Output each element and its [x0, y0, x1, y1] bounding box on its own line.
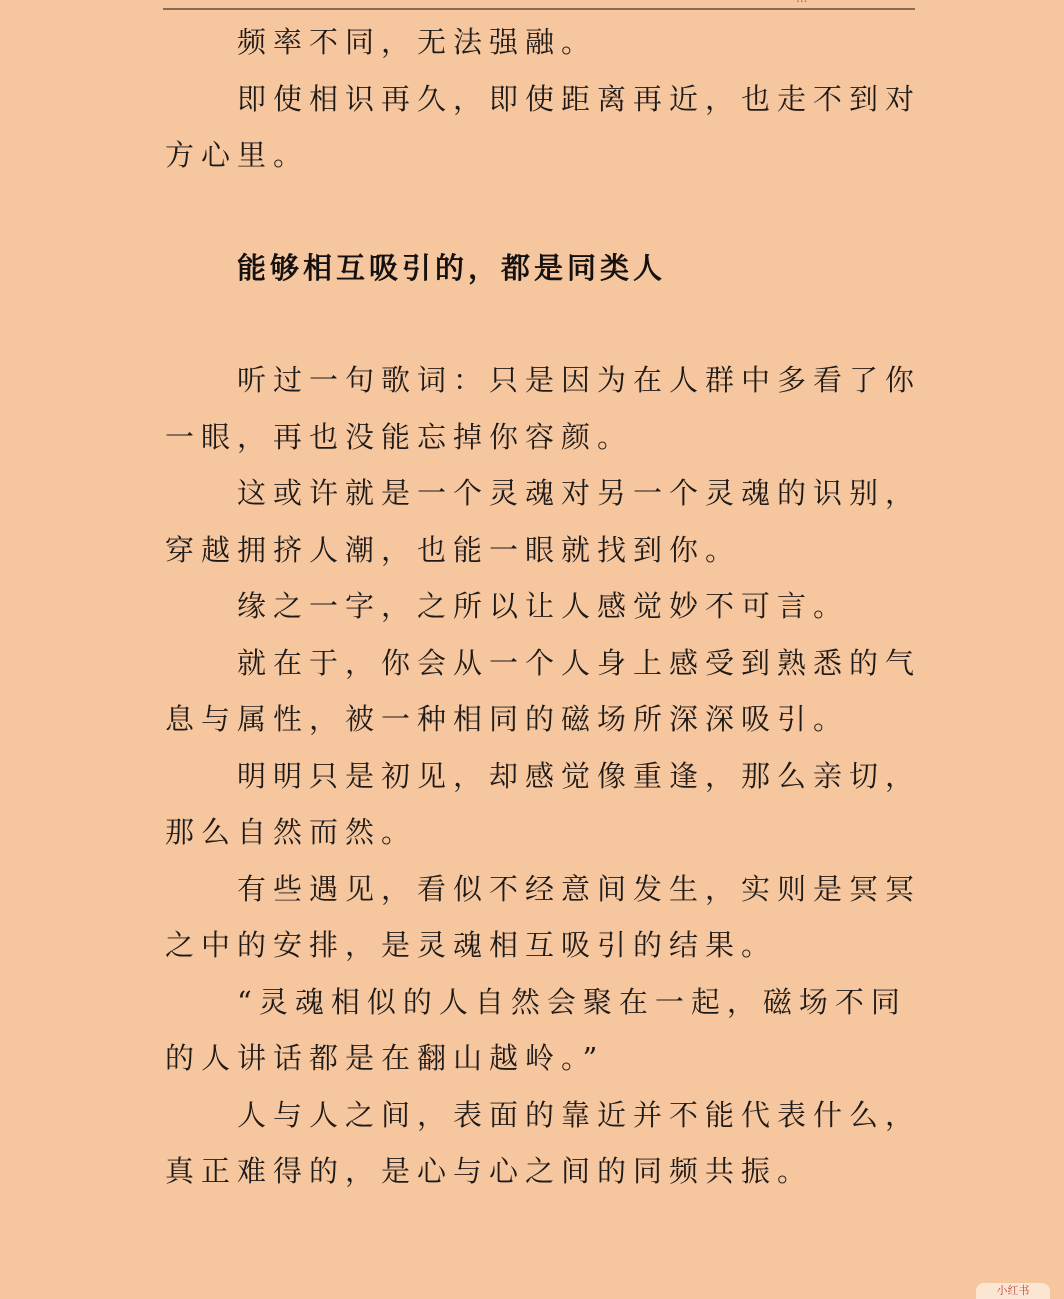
line: 息与属性，被一种相同的磁场所深深吸引。 [165, 702, 850, 736]
line: 听过一句歌词：只是因为在人群中多看了你 [237, 363, 922, 397]
line: 缘之一字，之所以让人感觉妙不可言。 [237, 589, 850, 623]
paragraph [165, 71, 922, 184]
watermark-badge: 小红书 [976, 1283, 1050, 1299]
section-heading: 能够相互吸引的，都是同类人 [237, 250, 667, 285]
line: 人与人之间，表面的靠近并不能代表什么， [237, 1097, 922, 1132]
line: 那么自然而然。 [165, 815, 418, 849]
article-body [165, 14, 922, 1200]
line: 方心里。 [165, 138, 310, 172]
paragraph [165, 578, 915, 635]
line: 明明只是初见，却感觉像重逢，那么亲切， [237, 758, 922, 793]
quote-paragraph [165, 974, 915, 1087]
top-rule [163, 8, 915, 10]
line: 一眼，再也没能忘掉你容颜。 [165, 419, 634, 454]
line: 真正难得的，是心与心之间的同频共振。 [165, 1154, 814, 1188]
paragraph [165, 1087, 922, 1200]
paragraph [165, 635, 922, 748]
paragraph [165, 465, 922, 578]
paragraph [165, 14, 915, 71]
paragraph [165, 861, 922, 974]
line: 之中的安排，是灵魂相互吸引的结果。 [165, 928, 778, 962]
line: 频率不同，无法强融。 [237, 25, 598, 59]
paragraph [165, 748, 922, 861]
header-fragment [796, 0, 807, 5]
line: 的人讲话都是在翻山越岭。” [165, 1041, 605, 1075]
line: 穿越拥挤人潮，也能一眼就找到你。 [165, 532, 742, 567]
line: 这或许就是一个灵魂对另一个灵魂的识别， [237, 476, 922, 510]
paragraph [165, 352, 922, 465]
line: “灵魂相似的人自然会聚在一起，磁场不同 [237, 984, 907, 1019]
line: 有些遇见，看似不经意间发生，实则是冥冥 [237, 871, 922, 906]
line: 即使相识再久，即使距离再近，也走不到对 [237, 81, 922, 116]
line: 就在于，你会从一个人身上感受到熟悉的气 [237, 645, 922, 680]
